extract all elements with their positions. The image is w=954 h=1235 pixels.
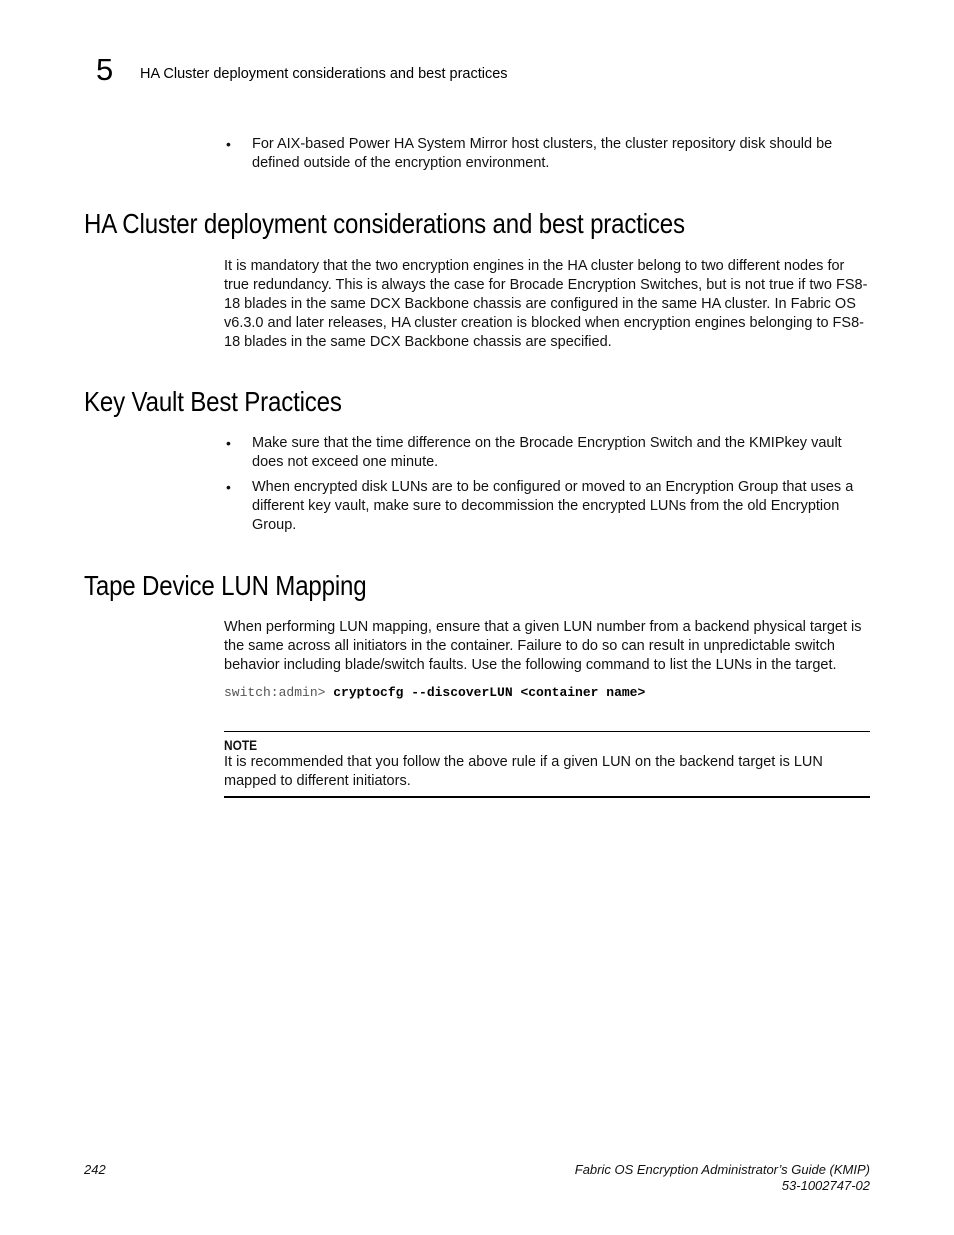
section-heading-tape-lun: Tape Device LUN Mapping xyxy=(84,570,367,601)
tape-lun-paragraph: When performing LUN mapping, ensure that a given LUN number from a backend physical target is the same across all initiators in the container. Failure to do so can result in unpredictable switch behavior including blade/switch faults. Use the following command to list the LUNs in the target. xyxy=(224,619,862,673)
code-example xyxy=(224,684,645,701)
note-box xyxy=(224,731,870,798)
note-label: NOTE xyxy=(224,737,258,753)
code-prompt: switch:admin> xyxy=(224,685,334,700)
ha-cluster-paragraph: It is mandatory that the two encryption engines in the HA cluster belong to two different nodes for true redundancy. This is always the case for Brocade Encryption Switches, but is not true if two FS8-18 blades in the same DCX Backbone chassis are configured in the same HA cluster. In Fabric OS v6.3.0 and later releases, HA cluster creation is blocked when encryption engines belonging to FS8-18 blades in the same DCX Backbone chassis are specified. xyxy=(224,258,868,350)
note-text: It is recommended that you follow the above rule if a given LUN on the backend target is LUN mapped to different initiators. xyxy=(224,754,823,789)
code-command: cryptocfg --discoverLUN <container name> xyxy=(333,685,646,700)
section-heading-ha-cluster: HA Cluster deployment considerations and best practices xyxy=(84,208,685,239)
bullet-icon: • xyxy=(226,136,231,152)
page-number: 242 xyxy=(84,1162,106,1177)
running-header-title: HA Cluster deployment considerations and best practices xyxy=(140,66,508,82)
list-item-text: Make sure that the time difference on the Brocade Encryption Switch and the KMIPkey vault does not exceed one minute. xyxy=(252,435,842,470)
bullet-icon: • xyxy=(226,479,231,495)
list-item xyxy=(226,135,871,173)
list-item-text: For AIX-based Power HA System Mirror host clusters, the cluster repository disk should be defined outside of the encryption environment. xyxy=(252,136,833,171)
list-item xyxy=(226,478,871,535)
list-item-text: When encrypted disk LUNs are to be configured or moved to an Encryption Group that uses a different key vault, make sure to decommission the encrypted LUNs from the old Encryption Group. xyxy=(252,479,854,533)
chapter-number: 5 xyxy=(96,52,114,87)
footer-doc-number: 53-1002747-02 xyxy=(781,1178,870,1193)
footer-doc-info xyxy=(575,1162,870,1194)
footer-doc-title: Fabric OS Encryption Administrator’s Guide (KMIP) xyxy=(574,1162,870,1177)
section-heading-key-vault: Key Vault Best Practices xyxy=(84,386,342,417)
bullet-icon: • xyxy=(226,435,231,451)
list-item xyxy=(226,434,871,472)
